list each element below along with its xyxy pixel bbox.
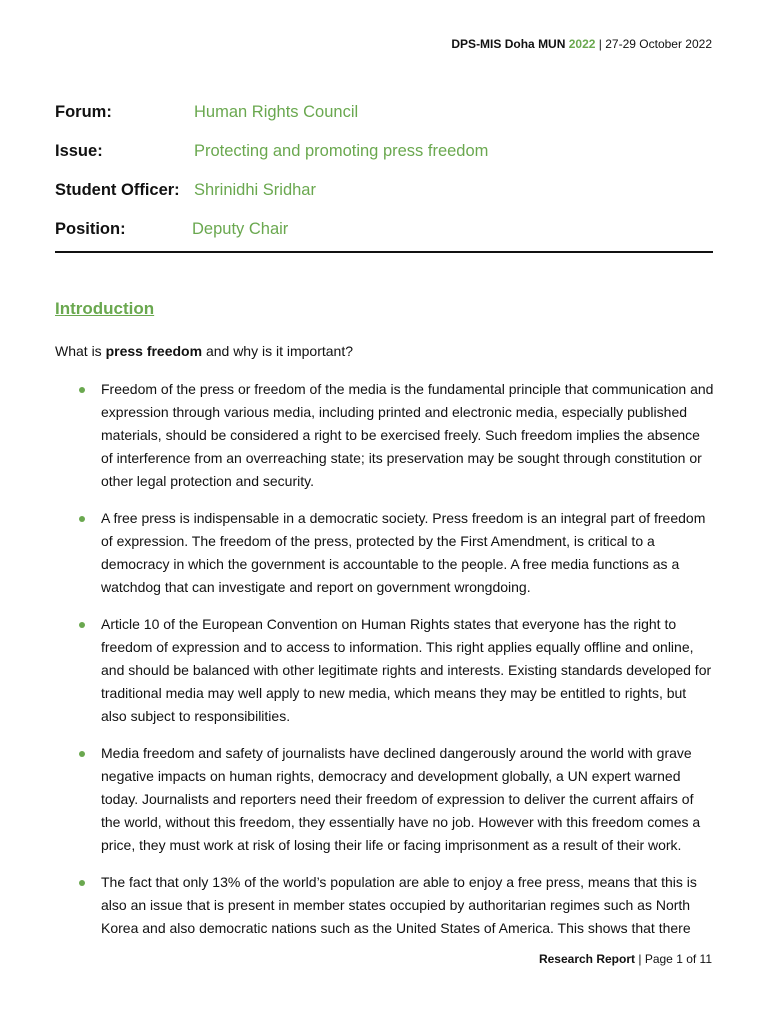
position-value: Deputy Chair [192,220,289,238]
forum-value: Human Rights Council [194,103,359,121]
intro-question-suffix: and why is it important? [202,343,354,359]
bullet-dot-icon [79,516,85,522]
officer-label: Student Officer: [55,181,180,199]
position-label: Position: [55,220,126,238]
issue-row [55,142,713,181]
report-meta [55,103,713,259]
page-number: Page 1 of 11 [644,952,712,966]
bullet-item [55,378,715,493]
bullet-dot-icon [79,622,85,628]
report-label: Research Report [538,952,636,966]
forum-label: Forum: [55,103,112,121]
meta-divider [55,251,713,253]
bullet-text: Freedom of the press or freedom of the media is the fundamental principle that communication and expression through various media, including printed and electronic media, especially published materials, should be considered a right to be exercised freely. Such freedom implies the absence of interference from an overreaching state; its preservation may be sought through constitution or other legal protection and security. [101,381,714,489]
conference-name: DPS-MIS Doha MUN [451,37,566,51]
bullet-text: The fact that only 13% of the world’s population are able to enjoy a free press, means that this is also an issue that is present in member states occupied by authoritarian regimes such as North Korea and also democratic nations such as the United States of America. This shows that there [101,874,697,936]
bullet-dot-icon [79,387,85,393]
conference-year: 2022 [568,37,596,51]
bullet-item [55,613,715,728]
bullet-item [55,871,715,940]
bullet-text: A free press is indispensable in a democratic society. Press freedom is an integral part of freedom of expression. The freedom of the press, protected by the First Amendment, is critical to a democracy in which the government is accountable to the people. A free media functions as a watchdog that can investigate and report on government wrongdoing. [101,510,706,595]
page-header [451,37,712,51]
bullet-item [55,507,715,599]
issue-label: Issue: [55,142,103,160]
page-footer [539,952,712,966]
introduction-bullets [55,378,715,954]
bullet-text: Article 10 of the European Convention on Human Rights states that everyone has the right to freedom of expression and to access to information. This right applies equally offline and online, and should be balanced with other legitimate rights and interests. Existing standards developed for traditional media may well apply to new media, which means they may be entitled to rights, but also subject to responsibilities. [101,616,712,724]
introduction-heading: Introduction [55,299,155,318]
bullet-dot-icon [79,880,85,886]
bullet-text: Media freedom and safety of journalists have declined dangerously around the world with grave negative impacts on human rights, democracy and development globally, a UN expert warned today. Journalists and reporters need their freedom of expression to deliver the current affairs of the world, without this freedom, they essentially have no job. However with this freedom comes a price, they must work at risk of losing their life or facing imprisonment as a result of their work. [101,745,701,853]
intro-question [55,343,353,359]
intro-question-prefix: What is [55,343,106,359]
footer-separator: | [638,952,642,966]
intro-question-bold: press freedom [105,343,203,359]
position-row [55,220,713,259]
bullet-dot-icon [79,751,85,757]
conference-dates: 27-29 October 2022 [605,37,712,51]
header-separator: | [598,37,602,51]
officer-value: Shrinidhi Sridhar [194,181,316,199]
forum-row [55,103,713,142]
issue-value: Protecting and promoting press freedom [194,142,489,160]
officer-row [55,181,713,220]
bullet-item [55,742,715,857]
